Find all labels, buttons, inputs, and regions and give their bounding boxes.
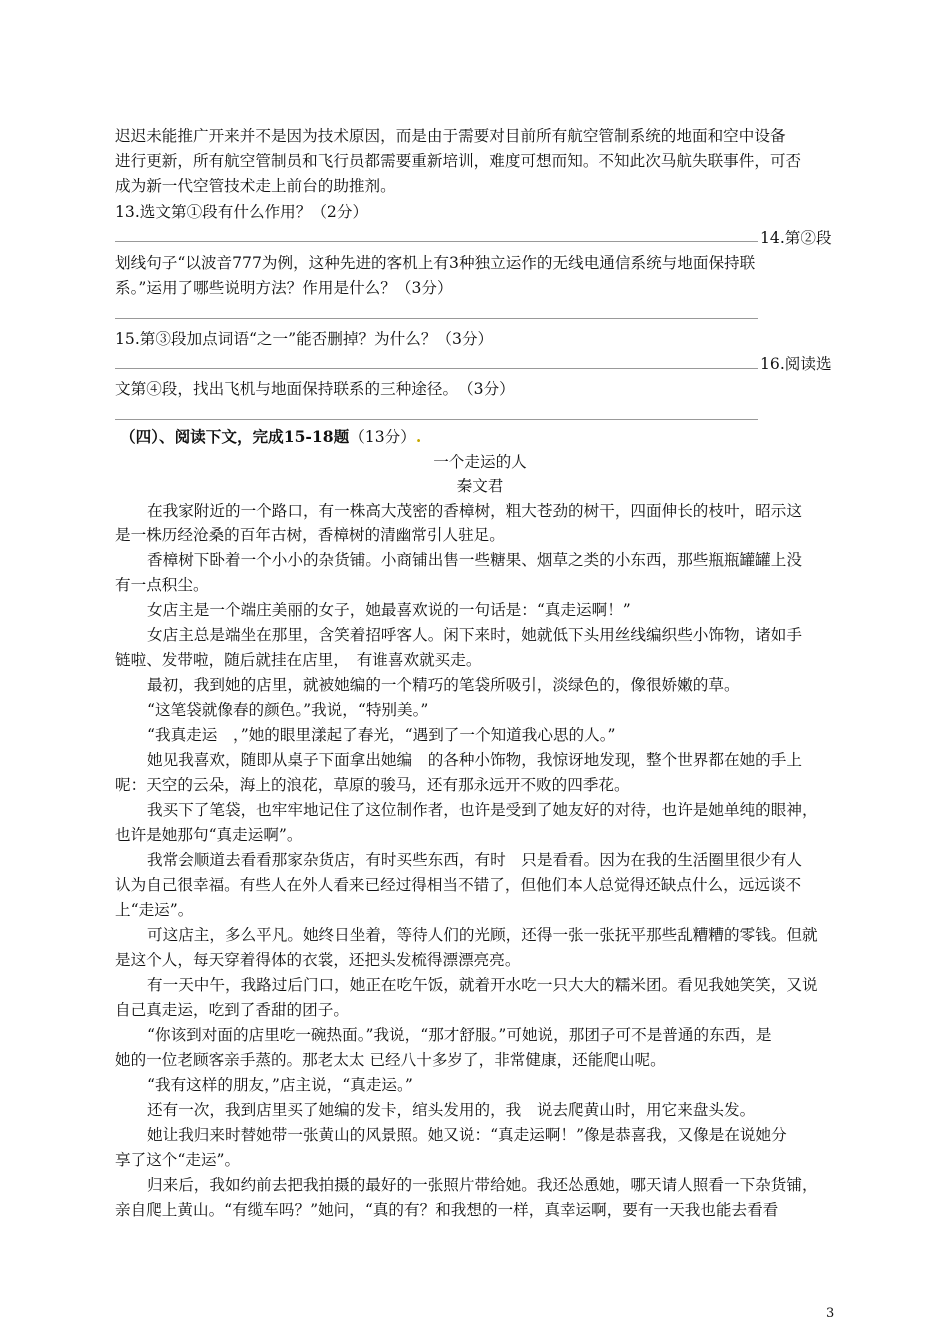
story-line: 香樟树下卧着一个小小的杂货铺。小商铺出售一些糖果、烟草之类的小东西，那些瓶瓶罐罐上没 bbox=[147, 551, 802, 569]
answer-line-13[interactable] bbox=[115, 241, 758, 242]
answer-line-16[interactable] bbox=[115, 419, 758, 420]
story-line: “我有这样的朋友，”店主说，“真走运。” bbox=[147, 1076, 413, 1094]
story-line: 享了这个“走运”。 bbox=[115, 1151, 241, 1169]
story-line: 女店主总是端坐在那里，含笑着招呼客人。闲下来时，她就低下头用丝线编织些小饰物，诸如手 bbox=[147, 626, 802, 644]
story-line: 亲自爬上黄山。“有缆车吗？”她问，“真的有？和我想的一样，真幸运啊，要有一天我也能去看看 bbox=[115, 1201, 779, 1219]
question-16-start: 16.阅读选 bbox=[760, 355, 832, 373]
story-title: 一个走运的人 bbox=[433, 453, 527, 471]
story-author: 秦文君 bbox=[456, 477, 504, 495]
story-line: “这笔袋就像春的颜色。”我说，“特别美。” bbox=[147, 701, 429, 719]
question-16-line-2: 文第④段，找出飞机与地面保持联系的三种途径。 （3分） bbox=[115, 380, 515, 398]
intro-line-1: 迟迟未能推广开来并不是因为技术原因，而是由于需要对目前所有航空管制系统的地面和空中设备 bbox=[115, 127, 786, 145]
story-line: 是一株历经沧桑的百年古树，香樟树的清幽常引人驻足。 bbox=[115, 526, 505, 544]
story-line: 我买下了笔袋，也牢牢地记住了这位制作者，也许是受到了她友好的对待，也许是她单纯的眼神， bbox=[147, 801, 818, 819]
story-line: 最初，我到她的店里，就被她编的一个精巧的笔袋所吸引，淡绿色的，像很娇嫩的草。 bbox=[147, 676, 740, 694]
story-line: 是这个人，每天穿着得体的衣裳，还把头发梳得漂漂亮亮。 bbox=[115, 951, 521, 969]
story-line: 在我家附近的一个路口，有一株高大茂密的香樟树，粗大苍劲的树干，四面伸长的枝叶，昭示这 bbox=[147, 502, 802, 520]
story-line: 链啦、发带啦，随后就挂在店里， 有谁喜欢就买走。 bbox=[115, 651, 482, 669]
story-line: 我常会顺道去看看那家杂货店，有时买些东西，有时 只是看看。因为在我的生活圈里很少有人 bbox=[147, 851, 802, 869]
question-15: 15.第③段加点词语“之一”能否删掉？为什么？（3分） bbox=[115, 330, 494, 348]
story-line: 她见我喜欢，随即从桌子下面拿出她编 的各种小饰物，我惊讶地发现，整个世界都在她的手上 bbox=[147, 751, 802, 769]
answer-line-14[interactable] bbox=[115, 318, 758, 319]
section-heading-dot: . bbox=[415, 427, 422, 446]
story-line: 还有一次，我到店里买了她编的发卡，绾头发用的，我 说去爬黄山时，用它来盘头发。 bbox=[147, 1101, 756, 1119]
question-13: 13.选文第①段有什么作用？（2分） bbox=[115, 203, 369, 221]
section-heading-title: （四）、阅读下文，完成15-18题 bbox=[120, 427, 350, 446]
question-14-line-2: 划线句子“以波音777为例，这种先进的客机上有3种独立运作的无线电通信系统与地面保持联 bbox=[115, 254, 756, 272]
answer-line-15[interactable] bbox=[115, 368, 758, 369]
story-line: 她让我归来时替她带一张黄山的风景照。她又说：“真走运啊！”像是恭喜我，又像是在说她分 bbox=[147, 1126, 787, 1144]
question-14-line-3: 系。”运用了哪些说明方法？作用是什么？（3分） bbox=[115, 279, 453, 297]
story-line: 女店主是一个端庄美丽的女子，她最喜欢说的一句话是：“真走运啊！” bbox=[147, 601, 631, 619]
story-line: 上“走运”。 bbox=[115, 901, 194, 919]
section-heading bbox=[120, 425, 850, 449]
question-14-start: 14.第②段 bbox=[760, 229, 832, 247]
story-line: “你该到对面的店里吃一碗热面。”我说，“那才舒服。”可她说，那团子可不是普通的东西，是 bbox=[147, 1026, 772, 1044]
story-line: 有一天中午，我路过后门口，她正在吃午饭，就着开水吃一只大大的糯米团。看见我她笑笑，又说 bbox=[147, 976, 818, 994]
page-number: 3 bbox=[826, 1306, 835, 1321]
story-line: 自己真走运，吃到了香甜的团子。 bbox=[115, 1001, 349, 1019]
section-heading-score: （13分） bbox=[349, 428, 416, 446]
story-line: “我真走运 ，”她的眼里漾起了春光，“遇到了一个知道我心思的人。” bbox=[147, 726, 616, 744]
story-line: 认为自己很幸福。有些人在外人看来已经过得相当不错了，但他们本人总觉得还缺点什么，远远谈不 bbox=[115, 876, 802, 894]
story-line: 也许是她那句“真走运啊”。 bbox=[115, 826, 303, 844]
story-line: 呢：天空的云朵，海上的浪花，草原的骏马，还有那永远开不败的四季花。 bbox=[115, 776, 630, 794]
story-line: 可这店主，多么平凡。她终日坐着，等待人们的光顾，还得一张一张抚平那些乱糟糟的零钱。但就 bbox=[147, 926, 818, 944]
story-line: 有一点积尘。 bbox=[115, 576, 209, 594]
intro-line-2: 进行更新，所有航空管制员和飞行员都需要重新培训，难度可想而知。不知此次马航失联事件，可否 bbox=[115, 152, 802, 170]
story-line: 归来后，我如约前去把我拍摄的最好的一张照片带给她。我还怂恿她，哪天请人照看一下杂货铺， bbox=[147, 1176, 818, 1194]
story-line: 她的一位老顾客亲手蒸的。那老太太 已经八十多岁了，非常健康，还能爬山呢。 bbox=[115, 1051, 666, 1069]
intro-line-3: 成为新一代空管技术走上前台的助推剂。 bbox=[115, 177, 396, 195]
